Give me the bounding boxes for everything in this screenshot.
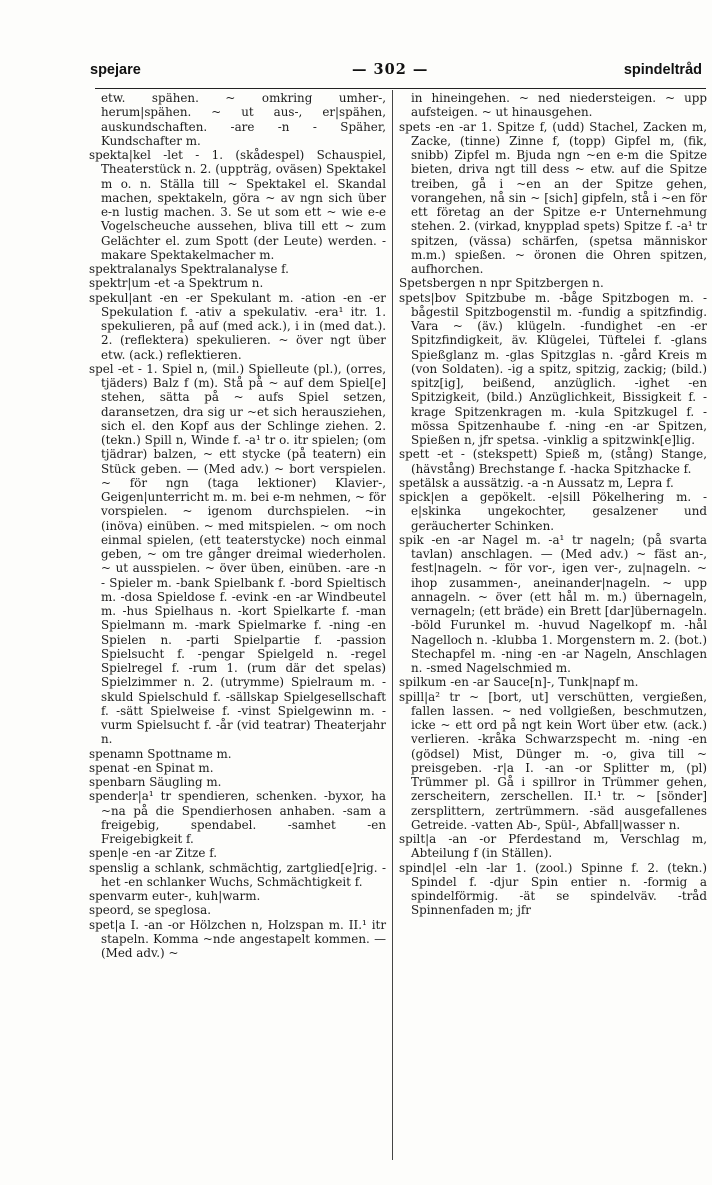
dictionary-entry: spen|e -en -ar Zitze f. bbox=[89, 846, 217, 861]
dictionary-entry: spilkum -en -ar Sauce[n]-, Tunk|napf m. bbox=[399, 675, 639, 690]
dictionary-entry: etw. spähen. ~ omkring umher-, herum|spähen. ~ ut aus-, er|spähen, auskundschaften. -are -n - Späher, Kundschafter m. bbox=[101, 91, 386, 148]
dictionary-entry: spenamn Spottname m. bbox=[89, 746, 232, 761]
dictionary-entry: spets|bov Spitzbube m. -båge Spitzbogen m. -bågestil Spitzbogenstil m. -fundig a spitzfindig. Vara ~ (äv.) klügeln. -fundighet -en -er Spitzfindigkeit, äv. Klügelei, Tüftelei f. -glans Spießglanz m. -glas Spitzglas n. -gård Kreis m (von Soldaten). -ig a spitz, spitzig, zackig; (bild.) spitz[ig], beißend, anzüglich. -ighet -en Spitzigkeit, (bild.) Anzüglichkeit, Bissigkeit f. -krage Spitzenkragen m. -kula Spitzkugel f. -mössa Spitzenhaube f. -ning -en -ar Spitzen, Spießen n, jfr spetsa. -vinklig a spitzwink[e]lig. bbox=[399, 290, 707, 447]
dictionary-entry: spind|el -eln -lar 1. (zool.) Spinne f. 2. (tekn.) Spindel f. -djur Spin entier n. -formig a spindelförmig. -ät se spindelväv. -tråd Spinnenfaden m; jfr bbox=[399, 860, 707, 918]
dictionary-entry: spill|a² tr ~ [bort, ut] verschütten, vergießen, fallen lassen. ~ ned vollgießen, beschmutzen, icke ~ ett ord på ngt kein Wort über etw. (ack.) verlieren. -kråka Schwarzspecht m. -ning -en (gödsel) Mist, Dünger m. -o, giva till ~ preisgeben. -r|a I. -an -or Splitter m, (pl) Trümmer pl. Gå i spillror in Trümmer gehen, zerscheitern, zerschellen. II.¹ tr. ~ [sönder] zersplittern, zertrümmern. -säd ausgefallenes Getreide. -vatten Ab-, Spül-, Abfall|wasser n. bbox=[399, 689, 707, 832]
dictionary-entry: spenbarn Säugling m. bbox=[89, 775, 222, 789]
page-number: — 302 — bbox=[352, 61, 429, 78]
dictionary-entry: spett -et - (stekspett) Spieß m, (stång) Stange, (hävstång) Brechstange f. -hacka Spitzhacke f. bbox=[399, 447, 707, 476]
column-divider bbox=[392, 90, 393, 1160]
dictionary-entry: Spetsbergen n npr Spitzbergen n. bbox=[399, 276, 604, 291]
dictionary-entry: spektralanalys Spektralanalyse f. bbox=[89, 262, 289, 276]
dictionary-entry: spenslig a schlank, schmächtig, zartglied[e]rig. -het -en schlanker Wuchs, Schmächtigkeit f. bbox=[89, 860, 386, 889]
dictionary-entry: spel -et - 1. Spiel n, (mil.) Spielleute (pl.), (orres, tjäders) Balz f (m). Stå på ~ auf dem Spiel[e] stehen, sätta på ~ aufs Spiel setzen, daransetzen, dra sig ur ~et sich herausziehen, sich el. den Kopf aus der Schlinge ziehen. 2. (tekn.) Spill n, Winde f. -a¹ tr o. itr spielen; (om tjädrar) balzen, ~ ett stycke (på teatern) ein Stück geben. — (Med adv.) ~ bort verspielen. ~ för ngn (taga lektioner) Klavier-, Geigen|unterricht m. m. bei e-m nehmen, ~ för vorspielen. ~ igenom durchspielen. ~in (inöva) einüben. ~ med mitspielen. ~ om noch einmal spielen, (ett teaterstycke) noch einmal geben, ~ om tre gånger dreimal wiederholen. ~ ut ausspielen. ~ över üben, einüben. -are -n - Spieler m. -bank Spielbank f. -bord Spieltisch m. -dosa Spieldose f. -evink -en -ar Windbeutel m. -hus Spielhaus n. -kort Spielkarte f. -man Spielmann m. -mark Spielmarke f. -ning -en Spielen n. -parti Spielpartie f. -passion Spielsucht f. -pengar Spielgeld n. -regel Spielregel f. -rum 1. (rum där det spelas) Spielzimmer n. 2. (utrymme) Spielraum m. -skuld Spielschuld f. -sällskap Spielgesellschaft f. -sätt Spielweise f. -vinst Spielgewinn m. -vurm Spielsucht f. -år (vid teatrar) Theaterjahr n. bbox=[89, 361, 386, 747]
header-left-guideword: spejare bbox=[90, 62, 141, 78]
dictionary-entry: spets -en -ar 1. Spitze f, (udd) Stachel, Zacken m, Zacke, (tinne) Zinne f, (topp) Gipfel m, (fik, snibb) Zipfel m. Bjuda ngn ~en e-m die Spitze bieten, driva ngt till dess ~ etw. auf die Spitze treiben, gå i ~en an der Spitze gehen, vorangehen, nå sin ~ [sich] gipfeln, stå i ~en för ett företag an der Spitze e-r Unternehmung stehen. 2. (virkad, knypplad spets) Spitze f. -a¹ tr spitzen, (vässa) schärfen, (spetsa människor m.m.) spießen. ~ öronen die Ohren spitzen, aufhorchen. bbox=[399, 119, 707, 276]
header-right-guideword: spindeltråd bbox=[623, 62, 702, 78]
dictionary-entry: spekul|ant -en -er Spekulant m. -ation -en -er Spekulation f. -ativ a spekulativ. -era¹ itr. 1. spekulieren, på auf (med ack.), i in (med dat.). 2. (reflektera) spekulieren. ~ över ngt über etw. (ack.) reflektieren. bbox=[89, 290, 386, 362]
dictionary-entry: spilt|a -an -or Pferdestand m, Verschlag m, Abteilung f (in Ställen). bbox=[399, 832, 707, 861]
dictionary-entry: spenvarm euter-, kuh|warm. bbox=[89, 889, 261, 903]
dictionary-entry: spik -en -ar Nagel m. -a¹ tr nageln; (på svarta tavlan) anschlagen. — (Med adv.) ~ fäst an-, fest|nageln. ~ för vor-, igen ver-, zu|nageln. ~ ihop zusammen-, aneinander|nageln. ~ upp annageln. ~ över (ett hål m. m.) übernageln, vernageln; (ett bräde) ein Brett [dar]übernageln. -böld Furunkel m. -huvud Nagelkopf m. -hål Nagelloch n. -klubba 1. Morgenstern m. 2. (bot.) Stechapfel m. -ning -en -ar Nageln, Anschlagen n. -smed Nagelschmied m. bbox=[399, 532, 707, 675]
dictionary-entry: spetälsk a aussätzig. -a -n Aussatz m, Lepra f. bbox=[399, 475, 674, 490]
dictionary-entry: spektr|um -et -a Spektrum n. bbox=[89, 276, 264, 291]
dictionary-entry: spick|en a gepökelt. -e|sill Pökelhering m. -e|skinka ungekochter, gesalzener und geräucherter Schinken. bbox=[399, 490, 707, 533]
dictionary-entry: speord, se speglosa. bbox=[89, 903, 211, 918]
dictionary-entry: spekta|kel -let - 1. (skådespel) Schauspiel, Theaterstück n. 2. (uppträg, oväsen) Spektakel m o. n. Ställa till ~ Spektakel el. Skandal machen, spektakeln, göra ~ av ngn sich über e-n lustig machen. 3. Se ut som ett ~ wie e-e Vogelscheuche aussehen, bliva till ett ~ zum Gelächter el. zum Spott (der Leute) werden. -makare Spektakelmacher m. bbox=[89, 148, 386, 262]
header-rule bbox=[95, 88, 706, 89]
right-column bbox=[399, 91, 707, 918]
dictionary-entry: spender|a¹ tr spendieren, schenken. -byxor, ha ~na på die Spendierhosen anhaben. -sam a freigebig, spendabel. -samhet -en Freigebigkeit f. bbox=[89, 789, 386, 846]
page-header bbox=[90, 62, 702, 86]
dictionary-entry: in hineingehen. ~ ned niedersteigen. ~ upp aufsteigen. ~ ut hinausgehen. bbox=[411, 91, 707, 120]
left-column bbox=[89, 91, 386, 960]
dictionary-entry: spet|a I. -an -or Hölzchen n, Holzspan m. II.¹ itr stapeln. Komma ~nde angestapelt kommen. — (Med adv.) ~ bbox=[89, 917, 386, 960]
dictionary-entry: spenat -en Spinat m. bbox=[89, 760, 214, 775]
